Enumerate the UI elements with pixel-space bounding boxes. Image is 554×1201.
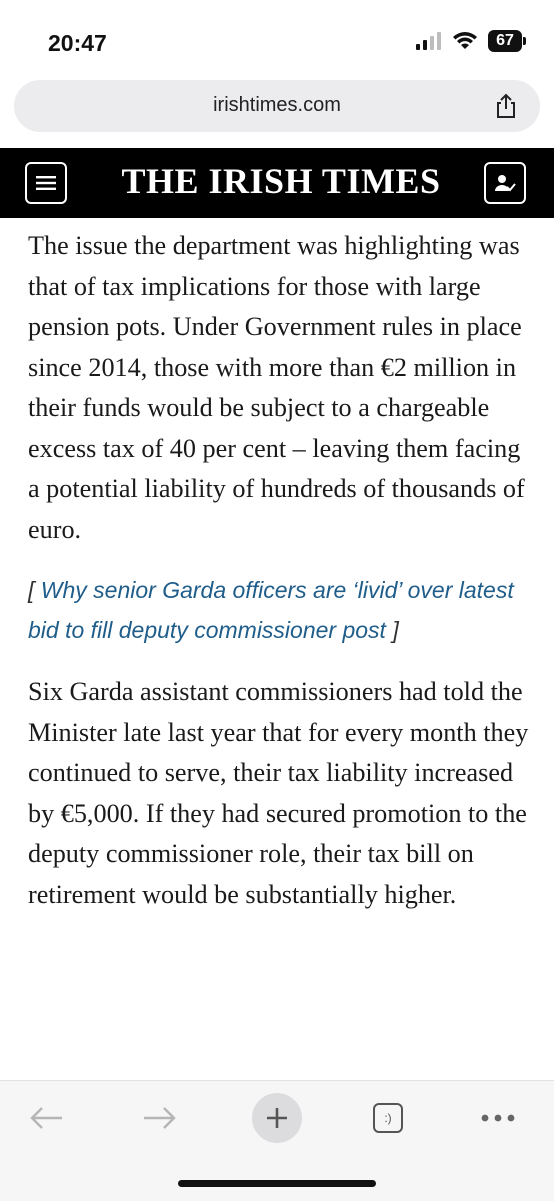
plus-icon [265,1106,289,1130]
tabs-icon [373,1103,403,1133]
back-button[interactable] [22,1099,70,1137]
status-time: 20:47 [48,30,107,56]
share-icon[interactable] [492,92,520,120]
tabs-button[interactable] [364,1099,412,1137]
site-logo[interactable]: THE IRISH TIMES [121,161,441,201]
forward-arrow-icon [142,1105,178,1131]
battery-indicator [488,30,526,52]
hamburger-icon [36,175,56,191]
article-paragraph: Six Garda assistant commissioners had told the Minister late last year that for every month they continued to serve, their tax liability increased by €5,000. If they had secured promotion to the deputy commissioner role, their tax bill on retirement would be substantially higher. [28,677,529,909]
status-bar [0,0,554,80]
related-bracket-open: [ [28,577,41,603]
url-text[interactable]: irishtimes.com [213,94,341,116]
wifi-icon [452,31,478,51]
signal-icon [416,32,442,50]
account-button[interactable] [484,162,526,204]
article-body [28,226,530,915]
article-paragraph: The issue the department was highlighting was that of tax implications for those with large pension pots. Under Government rules in place since 2014, those with more than €2 million in their funds would be subject to a chargeable excess tax of 40 per cent – leaving them facing a potential liability of hundreds of thousands of euro. [28,231,525,544]
battery-tip [523,37,526,45]
related-article [28,570,530,650]
address-bar[interactable] [14,80,540,132]
tabs-label: :) [384,1111,392,1125]
back-arrow-icon [28,1105,64,1131]
forward-button[interactable] [136,1099,184,1137]
menu-button[interactable] [25,162,67,204]
battery-level: 67 [488,30,522,52]
site-header [0,148,554,218]
related-bracket-close: ] [385,617,399,643]
more-button[interactable] [474,1099,522,1137]
status-icons [416,30,526,52]
user-check-icon [494,173,516,193]
more-icon [481,1114,515,1122]
home-indicator [178,1180,376,1187]
new-tab-button[interactable] [252,1093,302,1143]
related-article-link[interactable]: Why senior Garda officers are ‘livid’ over latest bid to fill deputy commissioner post [28,577,514,643]
